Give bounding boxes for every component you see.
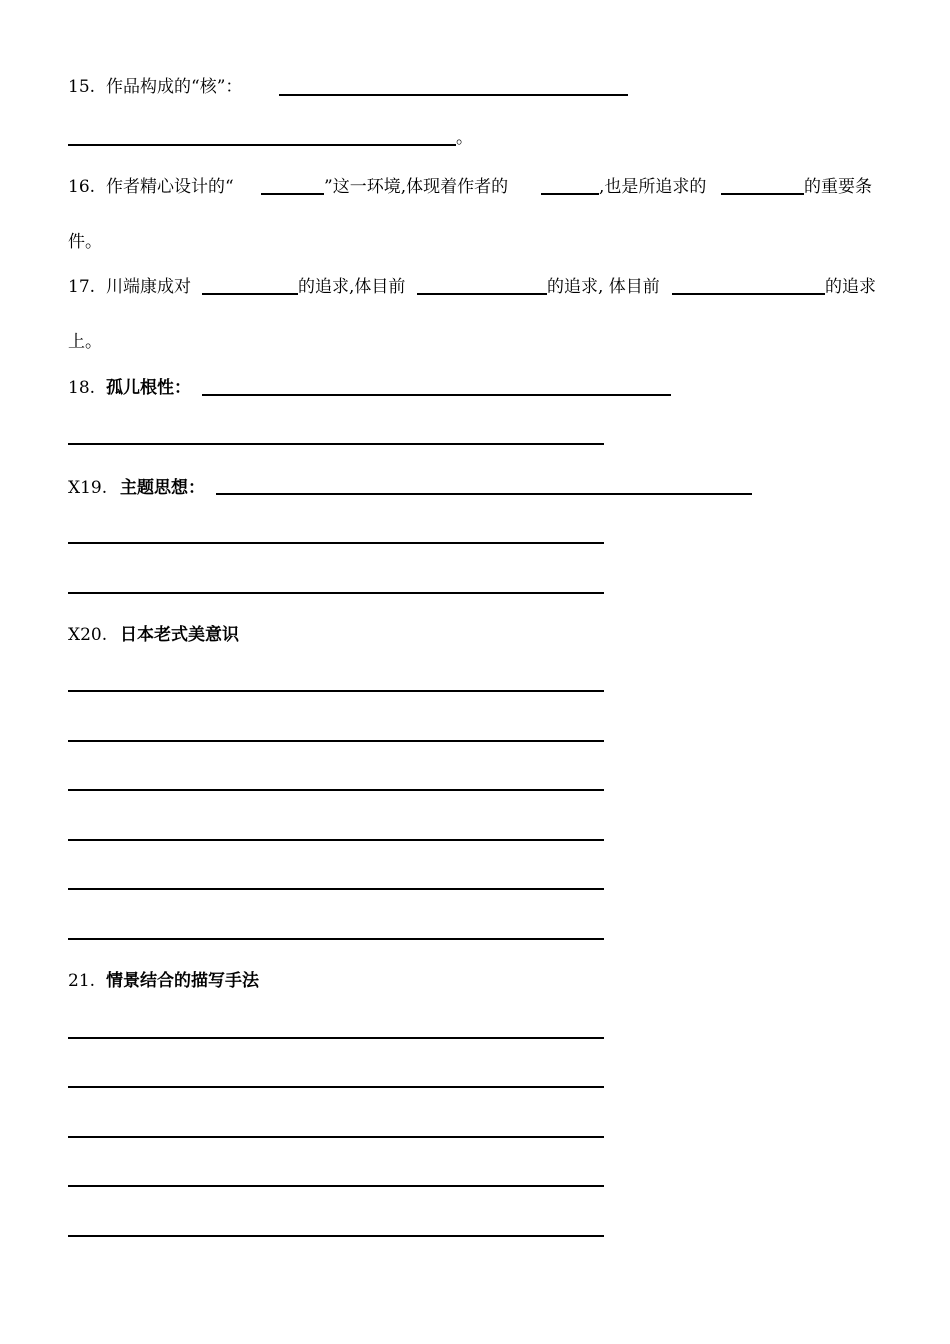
q19-answer-line[interactable]: [68, 592, 604, 594]
q16-text-5: 件。: [68, 232, 102, 252]
q21-answer-line[interactable]: [68, 1235, 604, 1237]
q16-text-2: ”这一环境,体现着作者的: [324, 177, 509, 197]
q15-blank-1[interactable]: [279, 94, 628, 96]
q21-answer-line[interactable]: [68, 1086, 604, 1088]
q20-answer-line[interactable]: [68, 690, 604, 692]
q15-blank-2[interactable]: [68, 144, 456, 146]
q19-number: X19.: [68, 478, 108, 498]
q21-number: 21.: [68, 971, 96, 991]
q16-text-1: 作者精心设计的“: [106, 177, 234, 197]
q20-answer-line[interactable]: [68, 839, 604, 841]
q17-text-4: 的追求: [825, 277, 876, 297]
q21-label: 情景结合的描写手法: [106, 971, 259, 991]
q18-label: 孤儿根性：: [106, 378, 191, 398]
q16-number: 16.: [68, 177, 96, 197]
q16-blank-3[interactable]: [721, 193, 804, 195]
q19-label: 主题思想：: [120, 478, 205, 498]
q20-answer-line[interactable]: [68, 938, 604, 940]
q21-answer-line[interactable]: [68, 1037, 604, 1039]
q19-blank-1[interactable]: [216, 493, 752, 495]
q15-label: 作品构成的“核”：: [106, 77, 243, 97]
q20-label: 日本老式美意识: [120, 625, 239, 645]
q16-text-3: ,也是所追求的: [599, 177, 707, 197]
q18-answer-line[interactable]: [68, 443, 604, 445]
q17-blank-2[interactable]: [417, 293, 547, 295]
q16-blank-1[interactable]: [261, 193, 324, 195]
q16-blank-2[interactable]: [541, 193, 599, 195]
q16-text-4: 的重要条: [804, 177, 872, 197]
q20-answer-line[interactable]: [68, 888, 604, 890]
q21-answer-line[interactable]: [68, 1136, 604, 1138]
q18-blank-1[interactable]: [202, 394, 671, 396]
q17-text-1: 川端康成对: [106, 277, 191, 297]
q17-number: 17.: [68, 277, 96, 297]
q17-text-3: 的追求, 体目前: [547, 277, 660, 297]
q20-answer-line[interactable]: [68, 789, 604, 791]
q18-number: 18.: [68, 378, 96, 398]
q21-answer-line[interactable]: [68, 1185, 604, 1187]
q15-tail: 。: [456, 128, 473, 148]
q19-answer-line[interactable]: [68, 542, 604, 544]
q20-answer-line[interactable]: [68, 740, 604, 742]
q17-text-2: 的追求,体目前: [298, 277, 406, 297]
q17-blank-1[interactable]: [202, 293, 298, 295]
q17-text-5: 上。: [68, 332, 102, 352]
q20-number: X20.: [68, 625, 108, 645]
q17-blank-3[interactable]: [672, 293, 825, 295]
q15-number: 15.: [68, 77, 96, 97]
